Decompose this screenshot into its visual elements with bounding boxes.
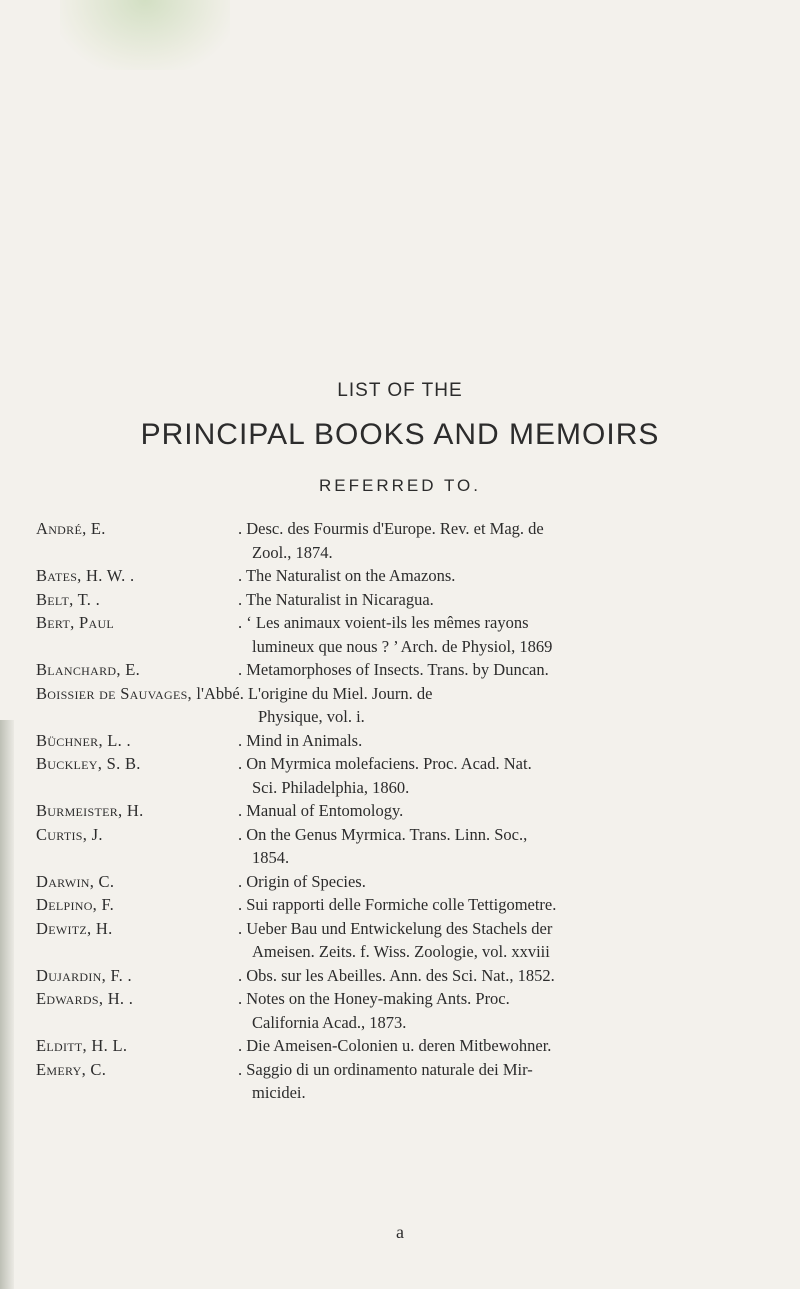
- entry-title-line: Zool., 1874.: [252, 542, 333, 562]
- bibliography-entry: [36, 611, 770, 658]
- entry-title-line: . On the Genus Myrmica. Trans. Linn. Soc.,: [238, 824, 528, 844]
- bibliography-entry: [36, 823, 770, 870]
- entry-author: Dujardin, F. .: [36, 965, 132, 985]
- heading-list-of-the: LIST OF THE: [337, 380, 463, 401]
- entry-title: [238, 564, 770, 588]
- entry-title-continued: Physique, vol. i.: [258, 707, 365, 726]
- entry-author: Büchner, L. .: [36, 730, 131, 750]
- entry-author: Belt, T. .: [36, 589, 101, 609]
- bibliography-entry: [36, 752, 770, 799]
- entry-title-line: . Obs. sur les Abeilles. Ann. des Sci. Nat., 1852.: [238, 965, 555, 985]
- entry-author: Emery, C.: [36, 1059, 107, 1079]
- entry-title-line: . Metamorphoses of Insects. Trans. by Duncan.: [238, 660, 549, 679]
- entry-author: Bert, Paul: [36, 613, 115, 632]
- page-gutter-shadow: [0, 720, 14, 1289]
- entry-title-line: lumineux que nous ? ’ Arch. de Physiol, 1869: [252, 636, 553, 656]
- entry-title-line: . Mind in Animals.: [238, 730, 363, 750]
- entry-title: [238, 729, 770, 753]
- entry-title: [238, 517, 770, 564]
- bibliography-entry: [36, 1034, 770, 1058]
- entry-author: Boissier de Sauvages,: [36, 683, 197, 703]
- entry-title: [238, 1034, 770, 1058]
- bibliography-entry: [36, 588, 770, 612]
- entry-author: Edwards, H. .: [36, 989, 134, 1008]
- entry-title-line: . Ueber Bau und Entwickelung des Stachels der: [238, 918, 553, 938]
- entry-title-line: . Desc. des Fourmis d'Europe. Rev. et Mag. de: [238, 519, 544, 538]
- entry-title-line: . Origin of Species.: [238, 871, 366, 891]
- entry-title-line: . Saggio di un ordinamento naturale dei Mir-: [238, 1059, 533, 1079]
- entry-author: Delpino, F.: [36, 895, 115, 914]
- entry-title-line: . Die Ameisen-Colonien u. deren Mitbewohner.: [238, 1036, 552, 1055]
- entry-title: [238, 893, 770, 917]
- bibliography-entry: [36, 987, 770, 1034]
- entry-title-line: . Sui rapporti delle Formiche colle Tettigometre.: [238, 895, 557, 914]
- entry-title: [238, 917, 770, 964]
- entry-title: [238, 870, 770, 894]
- entry-title-line: California Acad., 1873.: [252, 1012, 407, 1032]
- entry-author: Curtis, J.: [36, 824, 103, 844]
- entry-author: Blanchard, E.: [36, 660, 141, 679]
- heading-principal-books: PRINCIPAL BOOKS AND MEMOIRS: [140, 418, 660, 451]
- bibliography-entry: [36, 729, 770, 753]
- bibliography-entry: [36, 658, 770, 682]
- entry-title-line: . The Naturalist on the Amazons.: [238, 566, 456, 585]
- bibliography-entry: [36, 682, 770, 729]
- entry-title: [238, 799, 770, 823]
- entry-title-line: micidei.: [252, 1083, 306, 1102]
- bibliography-entry: [36, 564, 770, 588]
- entry-author: Buckley, S. B.: [36, 754, 141, 773]
- entry-title: [238, 658, 770, 682]
- heading-referred-to: REFERRED TO.: [319, 476, 481, 495]
- bibliography-entry: [36, 917, 770, 964]
- bibliography-entry: [36, 1058, 770, 1105]
- entry-author: Elditt, H. L.: [36, 1036, 128, 1055]
- bibliography-entry: [36, 870, 770, 894]
- entry-title: [238, 1058, 770, 1105]
- entry-author: Darwin, C.: [36, 871, 115, 891]
- bibliography-entry: [36, 964, 770, 988]
- entry-author: Burmeister, H.: [36, 801, 144, 820]
- entry-title-line: . ‘ Les animaux voient-ils les mêmes rayons: [238, 613, 529, 632]
- entry-title: [238, 752, 770, 799]
- paper-stain: [60, 0, 230, 70]
- entry-title-line: . On Myrmica molefaciens. Proc. Acad. Nat.: [238, 754, 532, 773]
- bibliography-entry: [36, 799, 770, 823]
- entry-title: l'Abbé. L'origine du Miel. Journ. de: [196, 683, 433, 703]
- entry-title: [238, 588, 770, 612]
- signature-mark: a: [396, 1222, 404, 1242]
- entry-title-line: . Manual of Entomology.: [238, 801, 404, 820]
- entry-title: [238, 823, 770, 870]
- entry-title: [238, 987, 770, 1034]
- entry-title-line: Ameisen. Zeits. f. Wiss. Zoologie, vol. xxviii: [252, 942, 550, 961]
- bibliography-entry: [36, 517, 770, 564]
- entry-title-line: Sci. Philadelphia, 1860.: [252, 777, 410, 797]
- entry-author: Dewitz, H.: [36, 918, 113, 938]
- entry-title: [238, 964, 770, 988]
- entry-title-line: . The Naturalist in Nicaragua.: [238, 589, 434, 609]
- entry-author: André, E.: [36, 519, 106, 538]
- bibliography-list: [36, 517, 770, 1105]
- entry-title: [238, 611, 770, 658]
- entry-title-line: 1854.: [252, 848, 290, 867]
- bibliography-entry: [36, 893, 770, 917]
- entry-author: Bates, H. W. .: [36, 566, 135, 585]
- entry-title-line: . Notes on the Honey-making Ants. Proc.: [238, 989, 510, 1008]
